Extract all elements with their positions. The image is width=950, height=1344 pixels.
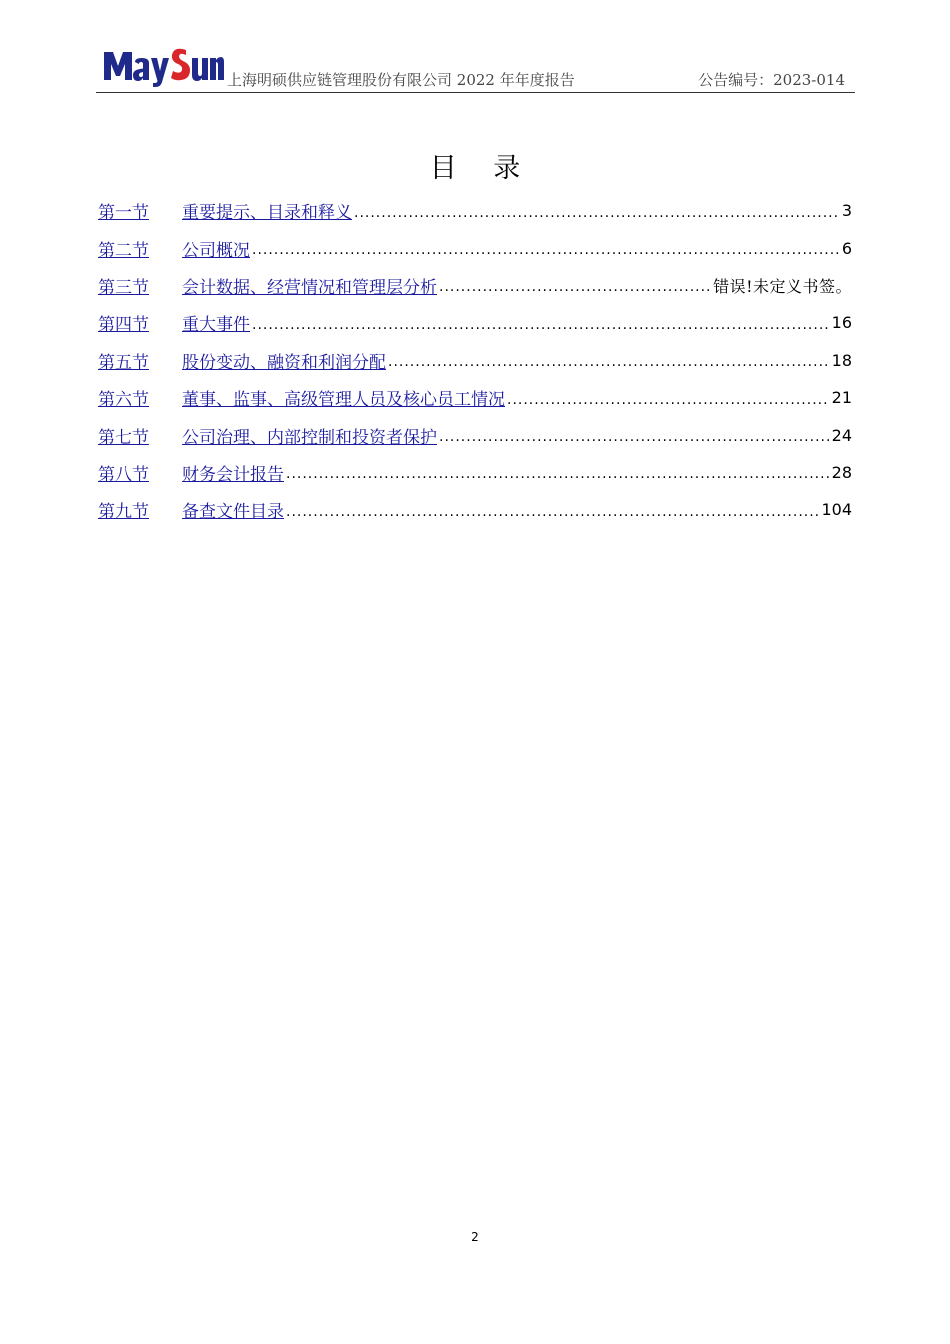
toc-row[interactable] xyxy=(98,304,852,341)
toc-section-number-link[interactable]: 第八节 xyxy=(98,464,149,485)
toc-section-number-link[interactable]: 第九节 xyxy=(98,502,149,523)
toc-page-number: 28 xyxy=(831,462,852,482)
table-of-contents xyxy=(98,192,852,529)
dot-leader xyxy=(286,501,819,519)
page-header xyxy=(96,36,855,93)
toc-section-number-link[interactable]: 第五节 xyxy=(98,352,149,373)
dot-leader xyxy=(252,239,840,257)
toc-row[interactable] xyxy=(98,342,852,379)
toc-page-number: 18 xyxy=(831,350,852,370)
toc-section-title-link[interactable]: 公司概况 xyxy=(182,240,250,261)
toc-page-number: 24 xyxy=(831,425,852,445)
toc-section-number-link[interactable]: 第七节 xyxy=(98,427,149,448)
toc-section-title-link[interactable]: 股份变动、融资和利润分配 xyxy=(182,352,386,373)
announcement-code: 公告编号：2023-014 xyxy=(698,71,845,89)
toc-section-title-link[interactable]: 会计数据、经营情况和管理层分析 xyxy=(182,277,437,298)
page-number: 2 xyxy=(471,1230,479,1244)
toc-title: 目 录 xyxy=(429,153,535,184)
dot-leader xyxy=(439,426,830,444)
report-title: 上海明硕供应链管理股份有限公司 2022 年年度报告 xyxy=(227,71,575,89)
toc-row[interactable] xyxy=(98,379,852,416)
dot-leader xyxy=(252,314,830,332)
toc-page-number-error: 错误!未定义书签。 xyxy=(713,276,852,296)
toc-page-number: 16 xyxy=(831,313,852,333)
toc-row[interactable] xyxy=(98,192,852,229)
toc-section-title-link[interactable]: 财务会计报告 xyxy=(182,464,284,485)
toc-section-number-link[interactable]: 第二节 xyxy=(98,240,149,261)
toc-page-number: 6 xyxy=(841,238,852,258)
dot-leader xyxy=(439,276,711,294)
toc-section-title-link[interactable]: 备查文件目录 xyxy=(182,502,284,523)
toc-section-number-link[interactable]: 第三节 xyxy=(98,277,149,298)
dot-leader xyxy=(388,351,830,369)
toc-section-number-link[interactable]: 第六节 xyxy=(98,390,149,411)
toc-page-number: 104 xyxy=(821,500,852,520)
toc-row[interactable] xyxy=(98,454,852,491)
dot-leader xyxy=(286,463,830,481)
company-logo xyxy=(102,40,224,90)
toc-section-title-link[interactable]: 公司治理、内部控制和投资者保护 xyxy=(182,427,437,448)
toc-page-number: 21 xyxy=(831,388,852,408)
toc-section-title-link[interactable]: 重大事件 xyxy=(182,315,250,336)
toc-row[interactable] xyxy=(98,229,852,266)
toc-section-title-link[interactable]: 董事、监事、高级管理人员及核心员工情况 xyxy=(182,390,505,411)
toc-row[interactable] xyxy=(98,267,852,304)
dot-leader xyxy=(354,202,840,220)
toc-section-number-link[interactable]: 第一节 xyxy=(98,203,149,224)
toc-section-title-link[interactable]: 重要提示、目录和释义 xyxy=(182,203,352,224)
dot-leader xyxy=(507,389,830,407)
toc-page-number: 3 xyxy=(841,201,852,221)
toc-row[interactable] xyxy=(98,416,852,453)
toc-section-number-link[interactable]: 第四节 xyxy=(98,315,149,336)
toc-row[interactable] xyxy=(98,491,852,528)
